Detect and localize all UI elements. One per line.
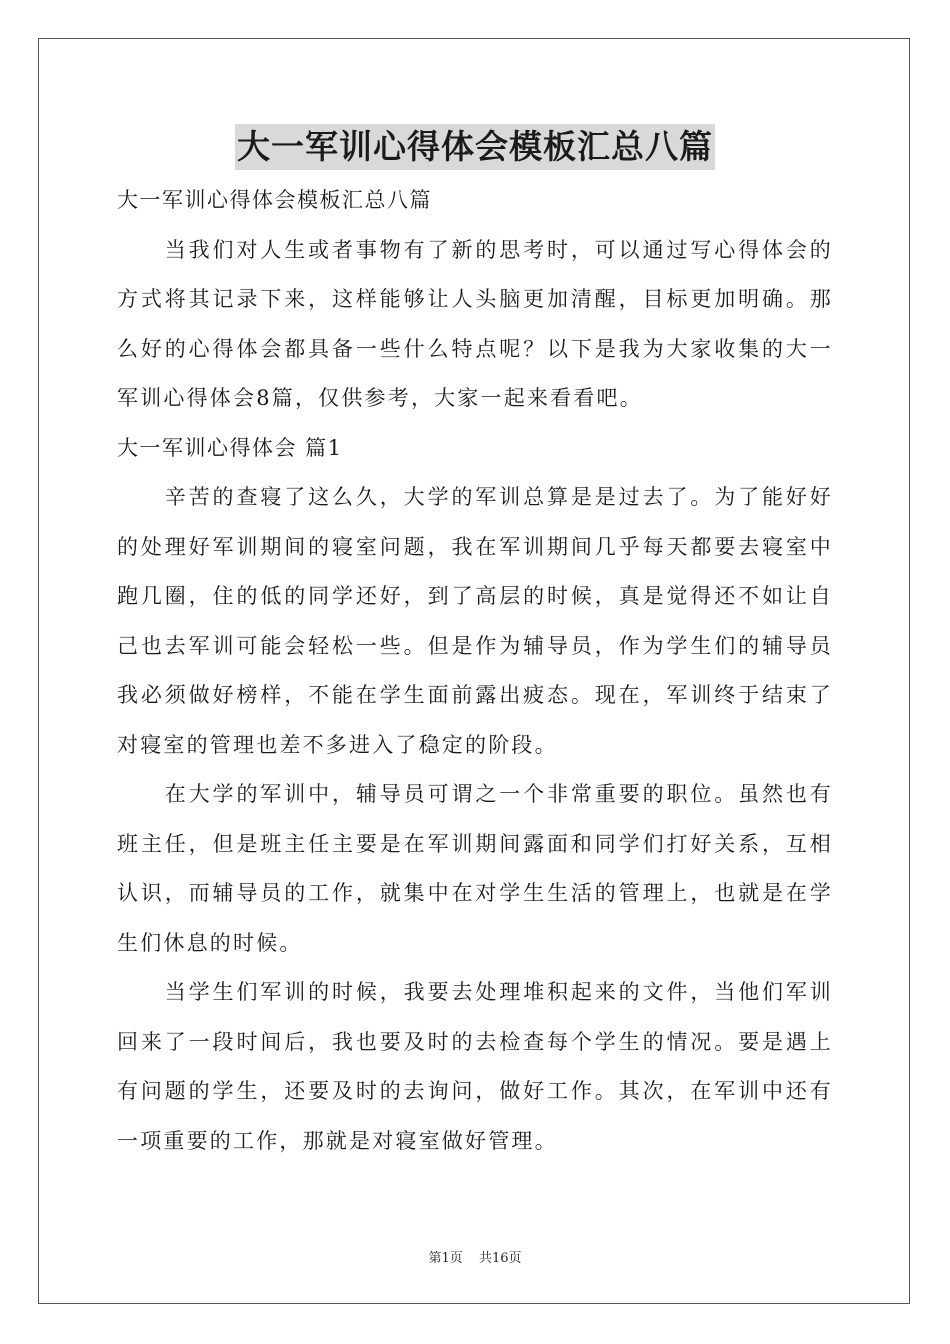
paragraph-line: 对寝室的管理也差不多进入了稳定的阶段。 [117,732,558,757]
paragraph-line: 一项重要的工作，那就是对寝室做好管理。 [117,1128,558,1153]
paragraph-line: 生们休息的时候。 [117,930,303,955]
paragraph-line: 在大学的军训中，辅导员可谓之一个非常重要的职位。虽然也有 [117,782,833,806]
intro-line: 么好的心得体会都具备一些什么特点呢？以下是我为大家收集的大一 [117,336,833,361]
paragraph-line: 的处理好军训期间的寝室问题，我在军训期间几乎每天都要去寝室中 [117,534,833,559]
page-total: 共16页 [478,1251,522,1266]
title-container [0,124,950,170]
intro-line: 当我们对人生或者事物有了新的思考时，可以通过写心得体会的 [117,237,833,262]
paragraph-3 [117,968,833,1166]
paragraph-2 [117,770,833,968]
paragraph-line: 我必须做好榜样，不能在学生面前露出疲态。现在，军训终于结束了 [117,683,833,707]
intro-line: 方式将其记录下来，这样能够让人头脑更加清醒，目标更加明确。那 [117,287,833,311]
paragraph-line: 跑几圈，住的低的同学还好，到了高层的时候，真是觉得还不如让自 [117,584,833,608]
paragraph-line: 回来了一段时间后，我也要及时的去检查每个学生的情况。要是遇上 [117,1029,833,1054]
paragraph-line: 当学生们军训的时候，我要去处理堆积起来的文件，当他们军训 [117,980,833,1004]
document-title: 大一军训心得体会模板汇总八篇 [235,124,715,170]
paragraph-1 [117,473,833,770]
document-body [117,176,833,1166]
intro-paragraph [117,226,833,424]
paragraph-line: 班主任，但是班主任主要是在军训期间露面和同学们打好关系，互相 [117,831,833,856]
paragraph-line: 辛苦的查寝了这么久，大学的军训总算是是过去了。为了能好好 [117,485,833,509]
paragraph-line: 己也去军训可能会轻松一些。但是作为辅导员，作为学生们的辅导员 [117,633,833,658]
subtitle-line: 大一军训心得体会模板汇总八篇 [117,188,432,212]
page-number: 第1页 [428,1251,463,1266]
paragraph-line: 认识，而辅导员的工作，就集中在对学生生活的管理上，也就是在学 [117,881,833,905]
paragraph-line: 有问题的学生，还要及时的去询问，做好工作。其次，在军训中还有 [117,1079,833,1103]
page-footer [0,1247,950,1266]
intro-line: 军训心得体会8篇，仅供参考，大家一起来看看吧。 [117,386,643,410]
section-heading: 大一军训心得体会 篇1 [117,435,343,460]
